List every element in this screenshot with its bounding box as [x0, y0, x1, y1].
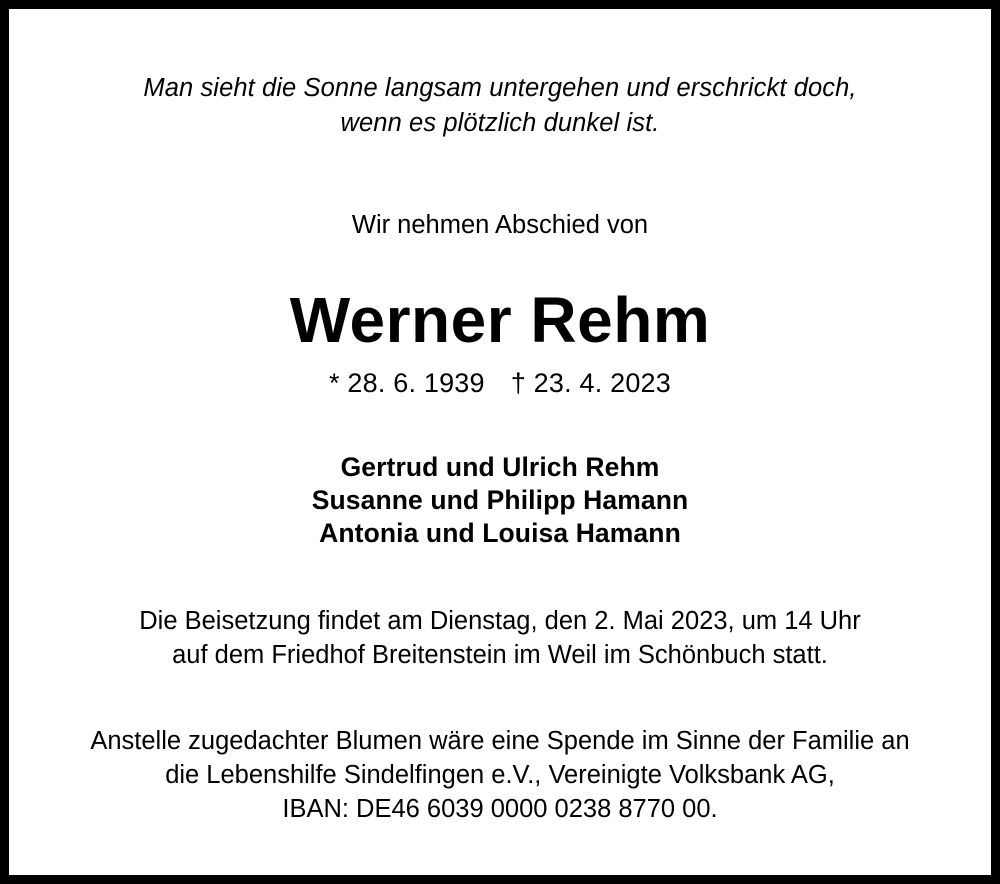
ceremony-details: [69, 604, 931, 672]
verse-line: Man sieht die Sonne langsam untergehen und erschrickt doch,: [143, 74, 857, 102]
family-line: Antonia und Louisa Hamann: [319, 518, 681, 548]
verse-block: [120, 71, 880, 141]
donation-line: Anstelle zugedachter Blumen wäre eine Spende im Sinne der Familie an: [90, 727, 910, 755]
life-dates: [69, 367, 931, 399]
ceremony-line: Die Beisetzung findet am Dienstag, den 2. Mai 2023, um 14 Uhr: [139, 607, 861, 635]
verse-line: wenn es plötzlich dunkel ist.: [340, 109, 660, 137]
family-line: Susanne und Philipp Hamann: [311, 485, 689, 515]
obituary-content: [9, 9, 991, 875]
deceased-name: Werner Rehm: [289, 284, 711, 356]
donation-details: [69, 724, 931, 826]
death-date: † 23. 4. 2023: [510, 368, 671, 398]
farewell-text: Wir nehmen Abschied von: [351, 211, 649, 239]
donation-line: die Lebenshilfe Sindelfingen e.V., Vereinigte Volksbank AG,: [165, 761, 835, 789]
donation-line: IBAN: DE46 6039 0000 0238 8770 00.: [282, 795, 718, 823]
ceremony-line: auf dem Friedhof Breitenstein im Weil im Schönbuch statt.: [172, 641, 828, 669]
family-block: [69, 451, 931, 550]
family-line: Gertrud und Ulrich Rehm: [340, 452, 660, 482]
birth-date: * 28. 6. 1939: [329, 368, 485, 398]
